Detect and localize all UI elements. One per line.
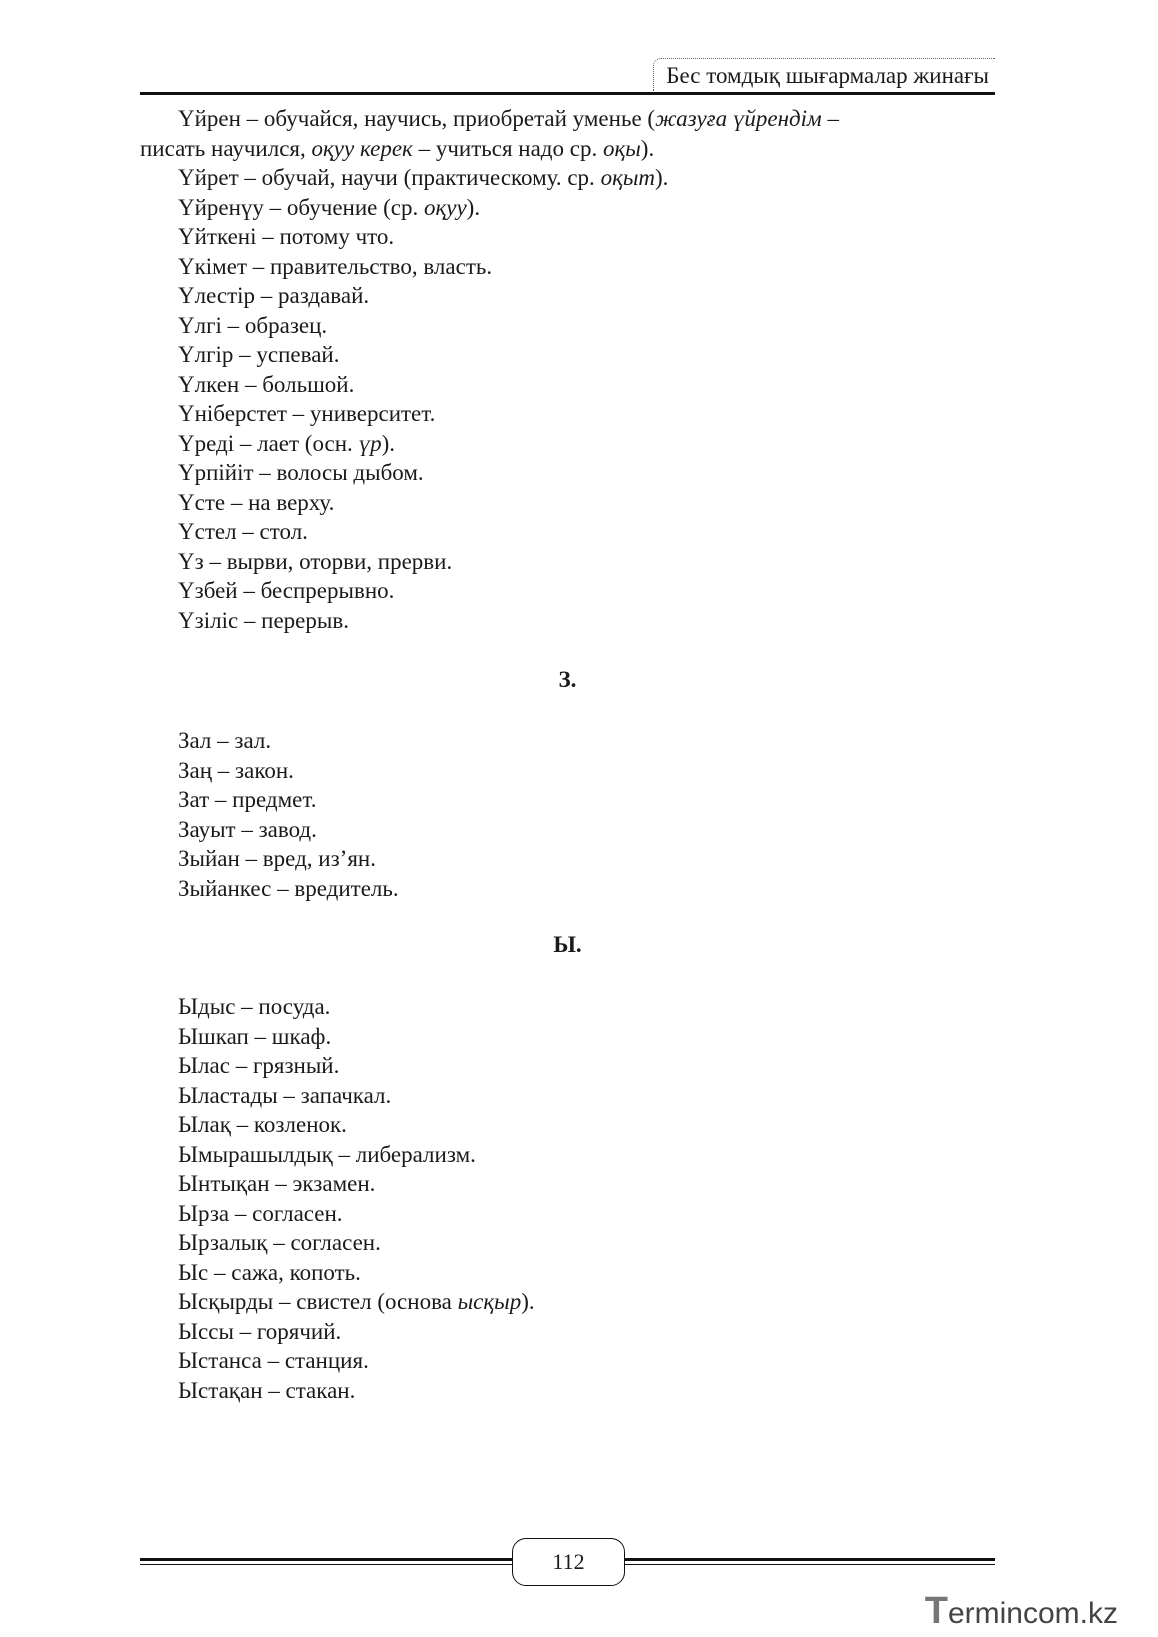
entry-line: Ыссы – горячий.: [178, 1318, 342, 1344]
terminkom-watermark: Termincom.kz: [924, 1590, 1118, 1632]
section-z-entries: [140, 726, 995, 903]
entry-line: Ырзалық – согласен.: [178, 1230, 381, 1255]
entry-line: Үйрет – обучай, научи (практическому. ср. оқыт).: [178, 165, 669, 190]
entry-line: Ынтықан – экзамен.: [178, 1171, 376, 1196]
section-u-entries: [140, 104, 995, 635]
entry-line: Зал – зал.: [178, 728, 272, 753]
entry-line: Ылас – грязный.: [178, 1053, 340, 1078]
entry-line: Үнiберстет – университет.: [178, 401, 436, 426]
header-rule: [140, 92, 995, 95]
entry-line: Үрпійіт – волосы дыбом.: [178, 460, 424, 485]
entry-line: Ыстақан – стакан.: [178, 1377, 356, 1403]
footer-rule: [140, 1564, 512, 1565]
entry-line: Үстел – стол.: [178, 519, 308, 544]
entry-line: Үкімет – правительство, власть.: [178, 253, 493, 279]
book-title: Бес томдық шығармалар жинағы: [653, 58, 995, 91]
section-heading-y: Ы.: [553, 932, 582, 957]
entry-line: Ыластады – запачкал.: [178, 1082, 392, 1108]
page-footer: [140, 1538, 995, 1588]
entry-line: Үлгі – образец.: [178, 312, 328, 338]
section-heading-z: З.: [558, 667, 577, 692]
entry-line: писать научился, оқуу керек – учиться надо ср. оқы).: [140, 135, 655, 161]
footer-rule: [623, 1558, 995, 1561]
entry-line: Ылақ – козленок.: [178, 1112, 347, 1137]
page-number: 112: [512, 1538, 625, 1586]
footer-rule: [623, 1564, 995, 1565]
entry-line: Үз – вырви, оторви, прерви.: [178, 548, 453, 574]
entry-line: Үсте – на верху.: [178, 489, 335, 515]
entry-line: Үйренүу – обучение (ср. оқуу).: [178, 194, 481, 220]
entry-line: Үлкен – большой.: [178, 371, 355, 397]
entry-line: Үреді – лает (осн. үр).: [178, 430, 395, 456]
section-y-entries: [140, 992, 995, 1405]
footer-rule: [140, 1558, 512, 1561]
entry-line: Үзбей – беспрерывно.: [178, 578, 395, 603]
entry-line: Ырза – согласен.: [178, 1200, 343, 1226]
entry-line: Ыдыс – посуда.: [178, 994, 331, 1019]
entry-line: Үйткені – потому что.: [178, 224, 395, 249]
entry-line: Үзіліс – перерыв.: [178, 607, 349, 633]
entry-line: Ыстанса – станция.: [178, 1348, 369, 1373]
entry-line: Ышкап – шкаф.: [178, 1023, 332, 1049]
entry-line: Үйрен – обучайся, научись, приобретай уменье (жазуға үйрендім –: [178, 106, 839, 131]
entry-line: Ымырашылдық – либерализм.: [178, 1141, 476, 1167]
entry-line: Зыйанкес – вредитель.: [178, 875, 399, 901]
entry-line: Үлгір – успевай.: [178, 342, 340, 367]
entry-line: Заң – закон.: [178, 757, 294, 783]
running-header: [140, 55, 995, 95]
entry-line: Зыйан – вред, из’ян.: [178, 846, 376, 871]
entry-line: Зат – предмет.: [178, 787, 317, 812]
entry-line: Үлестір – раздавай.: [178, 283, 370, 308]
entry-line: Зауыт – завод.: [178, 816, 317, 842]
entry-line: Ыс – сажа, копоть.: [178, 1259, 361, 1285]
entry-line: Ысқырды – свистел (основа ысқыр).: [178, 1289, 535, 1314]
